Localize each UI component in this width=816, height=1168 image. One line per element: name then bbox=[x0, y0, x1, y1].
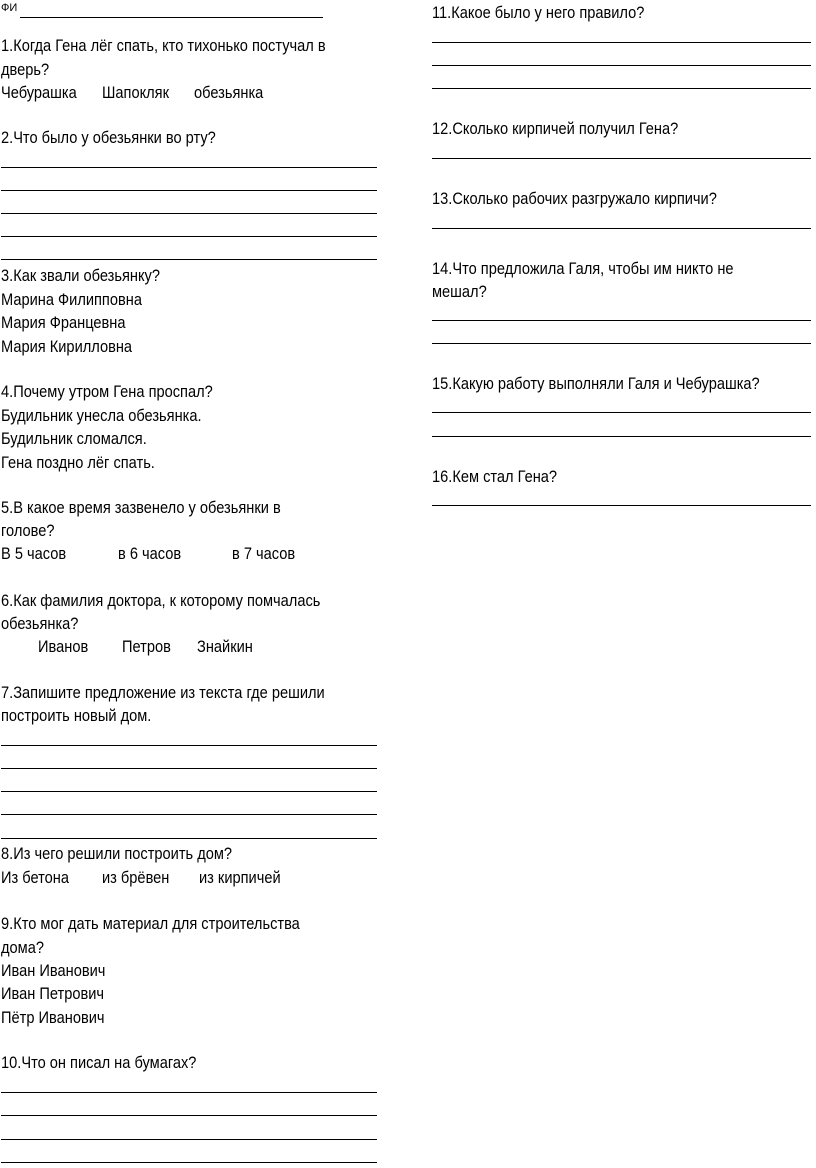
q16-answer-line[interactable] bbox=[432, 505, 811, 506]
q10-answer-line-4[interactable] bbox=[1, 1162, 377, 1163]
q10-answer-line-3[interactable] bbox=[1, 1139, 377, 1140]
q9-option-3: Пётр Иванович bbox=[1, 1008, 105, 1027]
q7-title-cont: построить новый дом. bbox=[1, 706, 152, 725]
q1-option-3: обезьянка bbox=[194, 83, 264, 102]
q6-option-2: Петров bbox=[122, 637, 171, 656]
q8-option-2: из брёвен bbox=[102, 868, 170, 887]
q16-title: 16.Кем стал Гена? bbox=[432, 467, 558, 486]
q9-option-2: Иван Петрович bbox=[1, 984, 105, 1003]
q3-option-2: Мария Францевна bbox=[1, 313, 126, 332]
q3-option-3: Мария Кирилловна bbox=[1, 337, 133, 356]
q8-option-1: Из бетона bbox=[1, 868, 70, 887]
name-label: ФИ bbox=[1, 2, 18, 14]
q13-title: 13.Сколько рабочих разгружало кирпичи? bbox=[432, 189, 717, 208]
q7-answer-line-2[interactable] bbox=[1, 768, 377, 769]
q4-option-1: Будильник унесла обезьянка. bbox=[1, 406, 202, 425]
q5-option-3: в 7 часов bbox=[232, 544, 296, 563]
q9-title-cont: дома? bbox=[1, 938, 44, 957]
q8-option-3: из кирпичей bbox=[199, 868, 281, 887]
q7-answer-line-1[interactable] bbox=[1, 745, 377, 746]
q5-option-1: В 5 часов bbox=[1, 544, 67, 563]
q6-option-3: Знайкин bbox=[197, 637, 253, 656]
q7-answer-line-4[interactable] bbox=[1, 814, 377, 815]
q1-option-2: Шапокляк bbox=[102, 83, 169, 102]
q10-answer-line-2[interactable] bbox=[1, 1115, 377, 1116]
q6-title-cont: обезьянка? bbox=[1, 614, 79, 633]
q9-title: 9.Кто мог дать материал для строительства bbox=[1, 914, 300, 933]
q2-answer-line-3[interactable] bbox=[1, 213, 377, 214]
q2-answer-line-2[interactable] bbox=[1, 190, 377, 191]
q8-title: 8.Из чего решили построить дом? bbox=[1, 844, 233, 863]
q2-answer-line-4[interactable] bbox=[1, 236, 377, 237]
q5-option-2: в 6 часов bbox=[118, 544, 182, 563]
q14-title: 14.Что предложила Галя, чтобы им никто не bbox=[432, 259, 734, 278]
q14-answer-line-1[interactable] bbox=[432, 320, 811, 321]
q10-answer-line-1[interactable] bbox=[1, 1092, 377, 1093]
q4-title: 4.Почему утром Гена проспал? bbox=[1, 382, 213, 401]
q2-answer-line-1[interactable] bbox=[1, 167, 377, 168]
q15-answer-line-1[interactable] bbox=[432, 412, 811, 413]
q6-option-1: Иванов bbox=[38, 637, 89, 656]
q5-title: 5.В какое время зазвенело у обезьянки в bbox=[1, 498, 281, 517]
q7-answer-line-3[interactable] bbox=[1, 791, 377, 792]
q14-title-cont: мешал? bbox=[432, 282, 487, 301]
q2-answer-line-5[interactable] bbox=[1, 259, 377, 260]
q12-title: 12.Сколько кирпичей получил Гена? bbox=[432, 119, 679, 138]
q11-title: 11.Какое было у него правило? bbox=[432, 3, 645, 22]
q6-title: 6.Как фамилия доктора, к которому помчалась bbox=[1, 591, 321, 610]
q1-option-1: Чебурашка bbox=[1, 83, 77, 102]
q1-title-cont: дверь? bbox=[1, 60, 50, 79]
q13-answer-line[interactable] bbox=[432, 228, 811, 229]
q2-title: 2.Что было у обезьянки во рту? bbox=[1, 128, 216, 147]
q15-title: 15.Какую работу выполняли Галя и Чебурашка? bbox=[432, 374, 760, 393]
q11-answer-line-1[interactable] bbox=[432, 42, 811, 43]
q10-title: 10.Что он писал на бумагах? bbox=[1, 1053, 197, 1072]
q5-title-cont: голове? bbox=[1, 521, 55, 540]
name-answer-line[interactable] bbox=[20, 17, 323, 18]
q4-option-3: Гена поздно лёг спать. bbox=[1, 453, 155, 472]
q9-option-1: Иван Иванович bbox=[1, 961, 106, 980]
q3-option-1: Марина Филипповна bbox=[1, 290, 142, 309]
q11-answer-line-2[interactable] bbox=[432, 65, 811, 66]
q1-title: 1.Когда Гена лёг спать, кто тихонько постучал в bbox=[1, 36, 326, 55]
q11-answer-line-3[interactable] bbox=[432, 88, 811, 89]
q4-option-2: Будильник сломался. bbox=[1, 429, 147, 448]
q7-answer-line-5[interactable] bbox=[1, 838, 377, 839]
q12-answer-line[interactable] bbox=[432, 158, 811, 159]
q14-answer-line-2[interactable] bbox=[432, 343, 811, 344]
q3-title: 3.Как звали обезьянку? bbox=[1, 266, 160, 285]
q7-title: 7.Запишите предложение из текста где решили bbox=[1, 683, 325, 702]
q15-answer-line-2[interactable] bbox=[432, 436, 811, 437]
